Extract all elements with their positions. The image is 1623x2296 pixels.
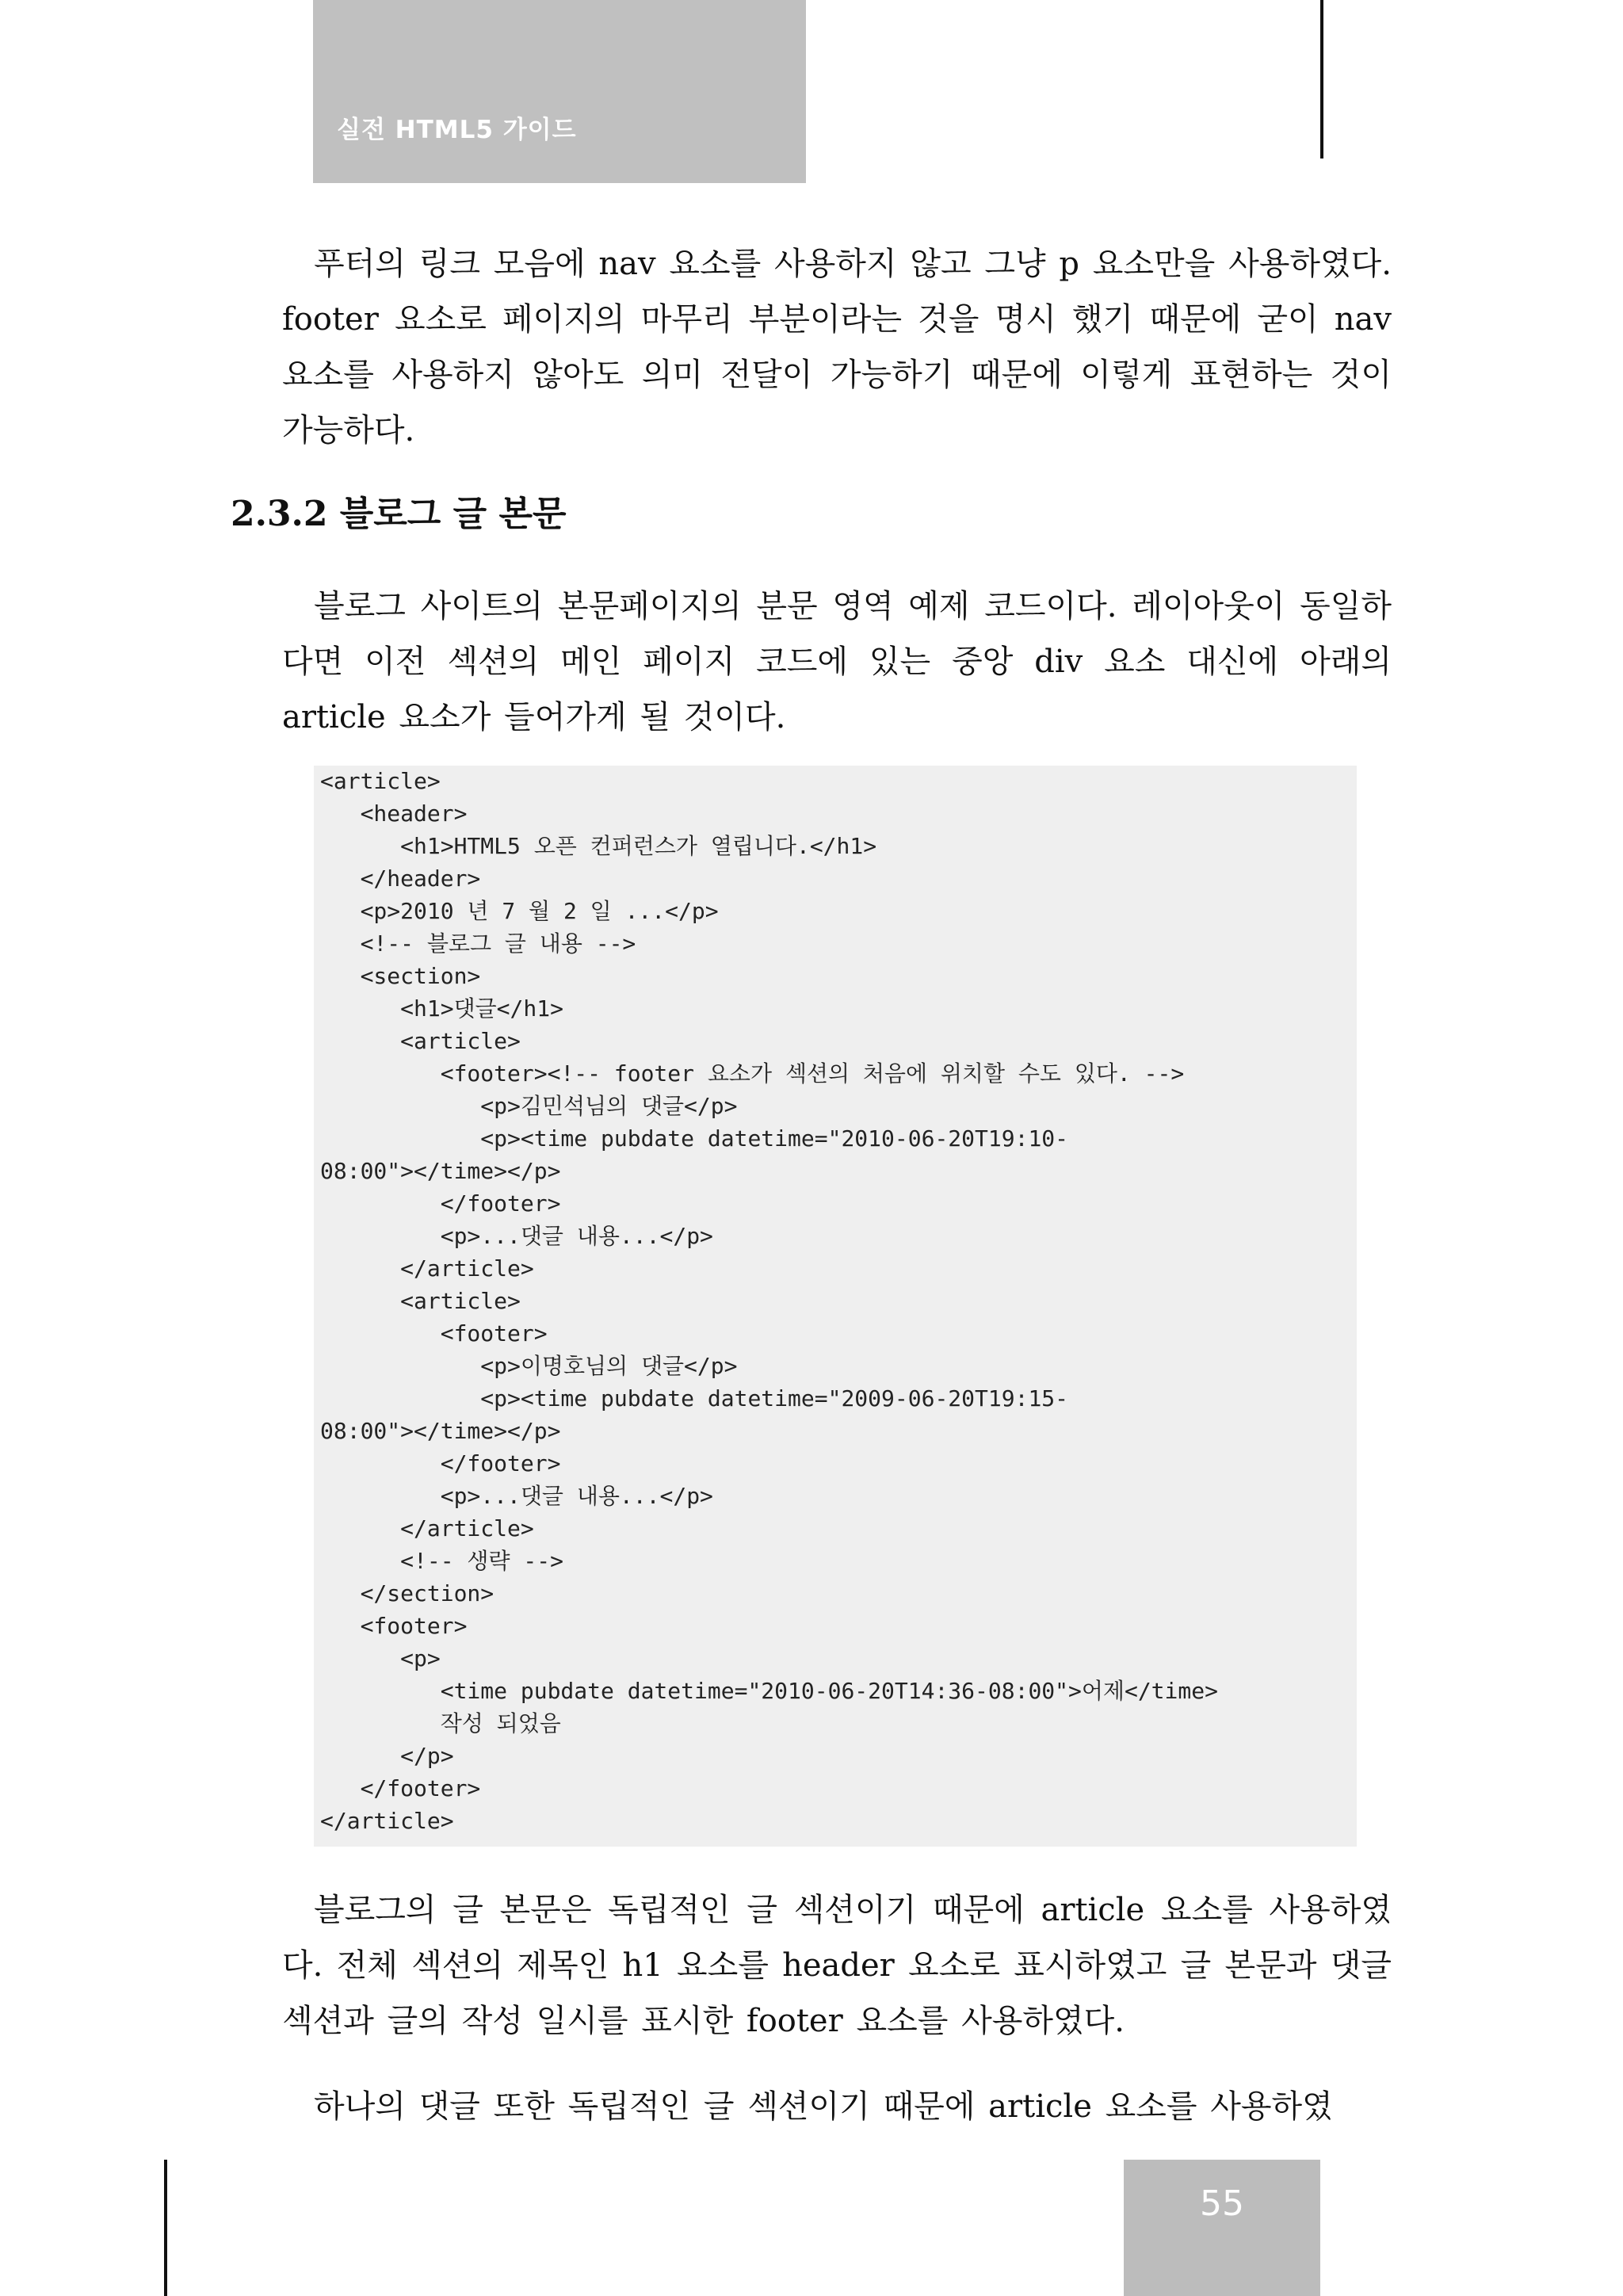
code-line: <p>이명호님의 댓글</p> [320, 1353, 738, 1379]
code-line: <header> [320, 800, 468, 827]
code-line: <p>...댓글 내용...</p> [320, 1483, 713, 1509]
code-line: <footer> [320, 1320, 548, 1347]
paragraph-after-code-2: 하나의 댓글 또한 독립적인 글 섹션이기 때문에 article 요소를 사용하였 [314, 2088, 1333, 2125]
code-line: <h1>HTML5 오픈 컨퍼런스가 열립니다.</h1> [320, 833, 877, 859]
code-line: <time pubdate datetime="2010-06-20T14:36-08:00">어제</time> [320, 1678, 1218, 1704]
code-line: <!-- 생략 --> [320, 1548, 563, 1574]
code-line: <p>김민석님의 댓글</p> [320, 1093, 738, 1119]
page-number-tab [1124, 2160, 1320, 2296]
code-line: </header> [320, 865, 481, 892]
paragraph-after-code-1: 블로그의 글 본문은 독립적인 글 섹션이기 때문에 article 요소를 사용하였다. 전체 섹션의 제목인 h1 요소를 header 요소로 표시하였고 글 본문과 댓글 섹션과 글의 작성 일시를 표시한 footer 요소를 사용하였다. [282, 1892, 1392, 2039]
code-line: <p>...댓글 내용...</p> [320, 1223, 713, 1249]
code-line: </footer> [320, 1775, 481, 1801]
code-line: <p> [320, 1645, 441, 1671]
book-title: 실전 HTML5 가이드 [337, 116, 577, 144]
code-line: 작성 되었음 [320, 1710, 561, 1736]
paragraph-intro: 푸터의 링크 모음에 nav 요소를 사용하지 않고 그냥 p 요소만을 사용하였다. footer 요소로 페이지의 마무리 부분이라는 것을 명시 했기 때문에 굳이 nav 요소를 사용하지 않아도 의미 전달이 가능하기 때문에 이렇게 표현하는 것이 가능하다. [282, 246, 1392, 449]
code-line: </footer> [320, 1190, 561, 1217]
code-line: <h1>댓글</h1> [320, 995, 563, 1022]
code-line: <p>2010 년 7 월 2 일 ...</p> [320, 898, 719, 924]
code-line: 08:00"></time></p> [320, 1418, 561, 1444]
code-line: <p><time pubdate datetime="2010-06-20T19:10- [320, 1125, 1069, 1152]
code-line: <article> [320, 1288, 521, 1314]
code-line: 08:00"></time></p> [320, 1158, 561, 1184]
code-line: </article> [320, 1515, 534, 1541]
code-line: <footer><!-- footer 요소가 섹션의 처음에 위치할 수도 있다. --> [320, 1060, 1185, 1087]
page-number: 55 [1200, 2183, 1244, 2224]
code-line: <section> [320, 963, 481, 989]
running-header [313, 0, 806, 183]
top-vertical-rule [1320, 0, 1323, 159]
code-block [314, 766, 1357, 1847]
section-heading: 2.3.2 블로그 글 본문 [231, 494, 567, 534]
code-line: </footer> [320, 1450, 561, 1477]
paragraph-section-intro: 블로그 사이트의 본문페이지의 분문 영역 예제 코드이다. 레이아웃이 동일하다면 이전 섹션의 메인 페이지 코드에 있는 중앙 div 요소 대신에 아래의 article 요소가 들어가게 될 것이다. [282, 588, 1392, 735]
code-line: <article> [320, 1028, 521, 1054]
code-line: <p><time pubdate datetime="2009-06-20T19:15- [320, 1385, 1069, 1412]
code-line: </article> [320, 1808, 454, 1834]
code-line: <footer> [320, 1613, 468, 1639]
code-line: </article> [320, 1255, 534, 1282]
code-line: <!-- 블로그 글 내용 --> [320, 930, 636, 957]
bottom-vertical-rule [164, 2160, 167, 2296]
code-line: </p> [320, 1743, 454, 1769]
code-line: <article> [320, 768, 441, 794]
code-line: </section> [320, 1580, 495, 1606]
